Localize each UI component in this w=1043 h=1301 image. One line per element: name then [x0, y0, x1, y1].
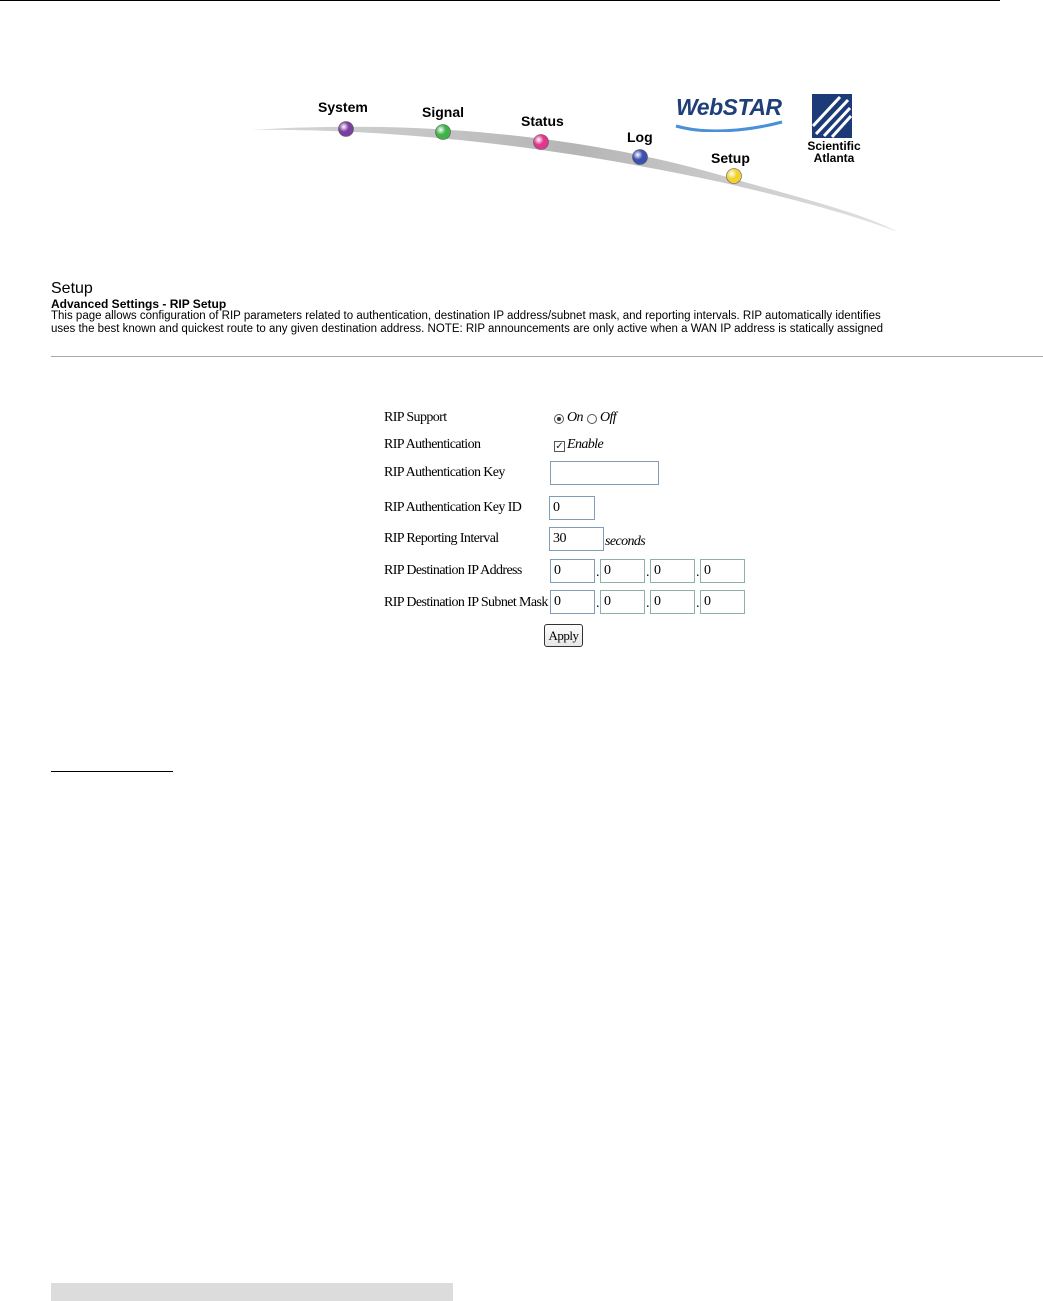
scientific-atlanta-globe-icon — [812, 94, 852, 138]
nav-dot-signal-icon[interactable] — [436, 125, 451, 140]
reporting-interval-label: RIP Reporting Interval — [384, 531, 499, 546]
nav-system[interactable]: System — [318, 99, 368, 115]
dest-ip-octet-1[interactable]: 0 — [550, 559, 595, 583]
company-line2: Atlanta — [813, 151, 855, 165]
reporting-interval-unit: seconds — [605, 534, 646, 549]
ip-separator: . — [696, 565, 699, 580]
webstar-logo — [676, 94, 782, 121]
apply-button[interactable]: Apply — [544, 624, 583, 647]
nav-arc — [0, 0, 1043, 260]
dest-mask-octet-3[interactable]: 0 — [650, 590, 695, 614]
rip-support-off-radio[interactable] — [587, 414, 597, 424]
nav-signal[interactable]: Signal — [422, 104, 465, 120]
dest-ip-label: RIP Destination IP Address — [384, 563, 522, 578]
mask-separator: . — [696, 596, 699, 611]
ip-separator: . — [596, 565, 599, 580]
nav-dot-status-icon[interactable] — [534, 135, 549, 150]
rip-support-label: RIP Support — [384, 410, 447, 425]
ip-separator: . — [646, 565, 649, 580]
rip-auth-label: RIP Authentication — [384, 437, 481, 452]
mask-separator: . — [646, 596, 649, 611]
auth-key-label: RIP Authentication Key — [384, 465, 505, 480]
gray-footer-bar — [51, 1283, 453, 1301]
nav-log[interactable]: Log — [627, 129, 653, 145]
auth-key-id-label: RIP Authentication Key ID — [384, 500, 522, 515]
nav-dot-setup-icon[interactable] — [727, 169, 742, 184]
auth-key-id-input[interactable]: 0 — [549, 496, 595, 520]
dest-ip-octet-3[interactable]: 0 — [650, 559, 695, 583]
rip-auth-enable-label[interactable]: Enable — [567, 437, 604, 452]
divider — [51, 356, 1043, 357]
dest-mask-octet-4[interactable]: 0 — [700, 590, 745, 614]
auth-key-input[interactable] — [550, 461, 659, 485]
scientific-atlanta-logo — [800, 140, 868, 164]
dest-mask-octet-2[interactable]: 0 — [600, 590, 645, 614]
underline-rule — [51, 771, 173, 772]
page-description — [51, 310, 1041, 336]
rip-support-on-label[interactable]: On — [567, 410, 583, 425]
mask-separator: . — [596, 596, 599, 611]
dest-mask-octet-1[interactable]: 0 — [550, 590, 595, 614]
dest-ip-octet-4[interactable]: 0 — [700, 559, 745, 583]
rip-support-off-label[interactable]: Off — [600, 410, 617, 425]
header — [0, 0, 1043, 260]
nav-dot-system-icon[interactable] — [339, 122, 354, 137]
page-title: Setup — [51, 280, 93, 297]
reporting-interval-input[interactable]: 30 — [549, 527, 604, 551]
page-subtitle: Advanced Settings - RIP Setup — [51, 297, 227, 311]
description-line-1: This page allows configuration of RIP parameters related to authentication, destination IP address/subnet mask, and reporting intervals. RIP automatically identifies — [51, 310, 881, 322]
company-line1: Scientific — [807, 139, 861, 153]
webstar-logo-text: WebSTAR — [676, 94, 782, 120]
webstar-swoosh — [674, 120, 784, 132]
nav-dot-log-icon[interactable] — [633, 150, 648, 165]
nav-status[interactable]: Status — [521, 113, 564, 129]
dest-ip-octet-2[interactable]: 0 — [600, 559, 645, 583]
rip-support-on-radio[interactable] — [554, 414, 564, 424]
radio-selected-dot — [557, 417, 561, 421]
dest-mask-label: RIP Destination IP Subnet Mask — [384, 595, 548, 610]
description-line-2: uses the best known and quickest route to any given destination address. NOTE: RIP announcements are only active when a WAN IP address is statically assigned — [51, 323, 884, 335]
rip-auth-enable-checkbox[interactable]: ✓ — [555, 441, 564, 452]
nav-setup[interactable]: Setup — [711, 150, 750, 166]
